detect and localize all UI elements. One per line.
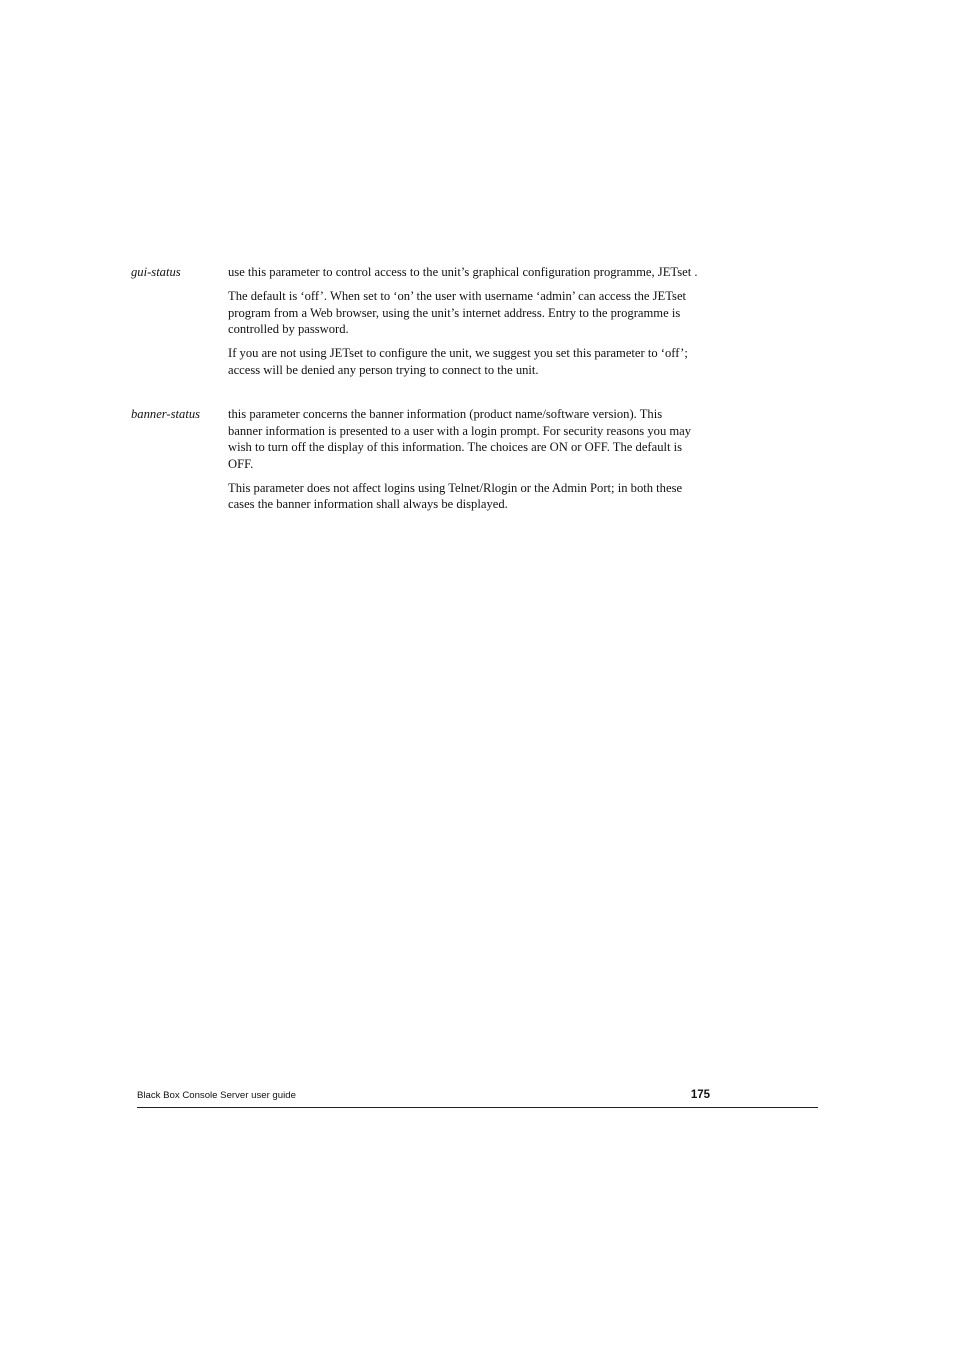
description-paragraph: this parameter concerns the banner information (product name/software version). This banner information is presented to a user with a login prompt. For security reasons you may wish to turn off the display of this information. The choices are ON or OFF. The default is OFF. (228, 407, 692, 471)
parameter-term: banner-status (131, 407, 201, 421)
parameter-description (228, 406, 698, 521)
parameter-description (228, 264, 698, 386)
description-paragraph: If you are not using JETset to configure the unit, we suggest you set this parameter to ‘off’; access will be denied any person trying to connect to the unit. (228, 346, 688, 377)
description-paragraph: use this parameter to control access to the unit’s graphical configuration programme, JETset . (228, 265, 698, 279)
footer-page-number: 175 (690, 1089, 710, 1101)
description-paragraph: The default is ‘off’. When set to ‘on’ the user with username ‘admin’ can access the JETset program from a Web browser, using the unit’s internet address. Entry to the programme is controlled by password. (228, 289, 687, 337)
description-paragraph: This parameter does not affect logins using Telnet/Rlogin or the Admin Port; in both these cases the banner information shall always be displayed. (228, 480, 683, 512)
footer-divider (137, 1107, 818, 1108)
parameter-term: gui-status (131, 265, 181, 279)
footer-document-title: Black Box Console Server user guide (137, 1090, 296, 1101)
